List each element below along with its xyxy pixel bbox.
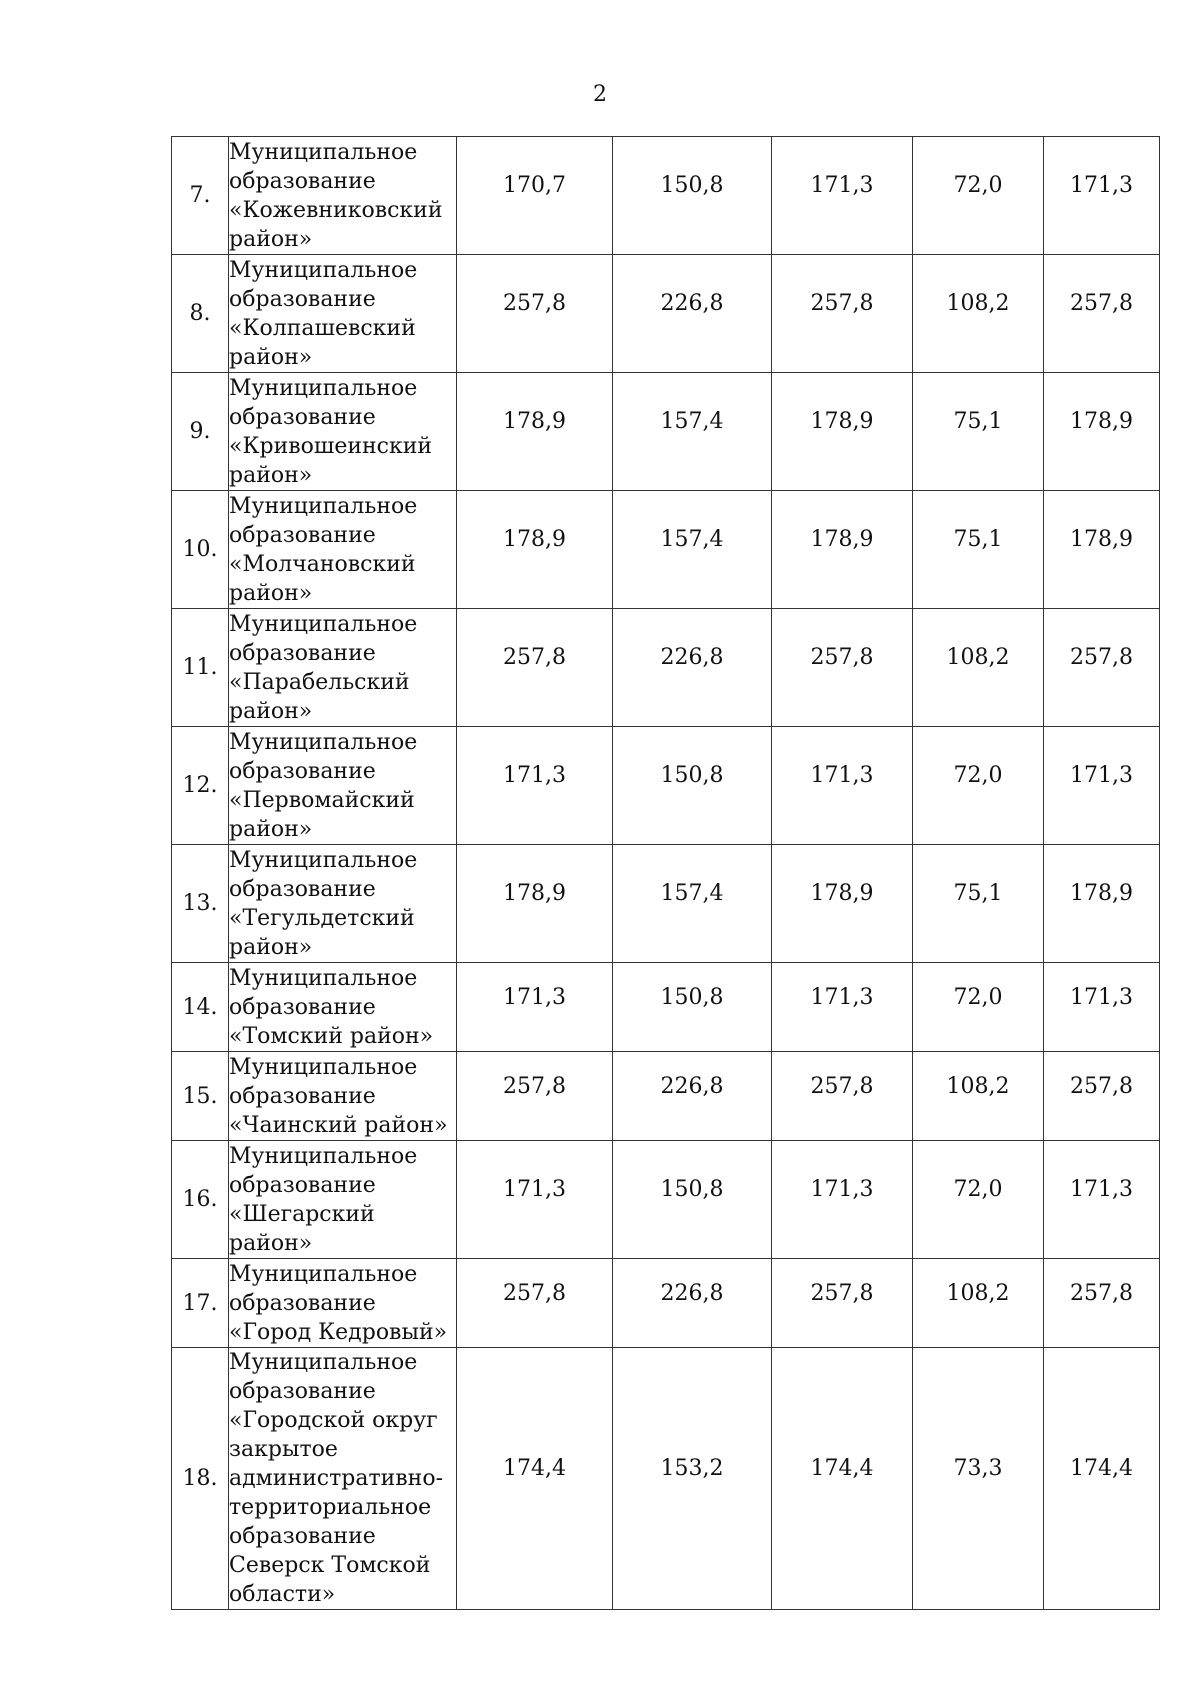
value-text: 171,3 [503, 984, 566, 1010]
table-row [172, 727, 1160, 845]
value-cell-col-1 [457, 1348, 613, 1610]
value-text: 171,3 [503, 1177, 566, 1202]
municipality-name-cell [229, 1141, 457, 1259]
municipality-name-line: район» [229, 226, 313, 252]
row-number-cell [172, 373, 229, 491]
municipality-name-cell [229, 491, 457, 609]
value-text: 257,8 [810, 1280, 874, 1306]
municipality-name-line: Муниципальное [229, 1261, 418, 1287]
municipality-name-line: «Чаинский район» [229, 1112, 448, 1138]
municipality-name-line: образование [229, 640, 376, 666]
value-cell-col-5 [1044, 609, 1160, 727]
value-text: 171,3 [503, 763, 566, 788]
value-text: 178,9 [1070, 409, 1133, 434]
table-row [172, 1141, 1160, 1259]
value-text: 174,4 [503, 1456, 566, 1481]
value-cell-col-2 [613, 963, 772, 1052]
table-row [172, 255, 1160, 373]
municipality-name-line: район» [229, 816, 313, 842]
value-text: 257,8 [503, 1073, 566, 1099]
value-text: 157,4 [660, 409, 724, 434]
municipality-name-line: «Тегульдетский [229, 905, 415, 931]
value-text: 257,8 [503, 291, 566, 316]
value-cell-col-4 [913, 609, 1044, 727]
municipality-name-line: Муниципальное [229, 729, 418, 755]
value-text: 157,4 [660, 881, 724, 906]
value-cell-col-2 [613, 1259, 772, 1348]
municipality-name-line: образование [229, 522, 376, 548]
value-text: 72,0 [953, 763, 1003, 788]
municipality-name-line: «Город Кедровый» [229, 1319, 448, 1345]
municipality-name-line: образование [229, 404, 376, 430]
value-cell-col-2 [613, 491, 772, 609]
value-text: 72,0 [953, 173, 1003, 198]
value-text: 257,8 [810, 291, 874, 316]
value-cell-col-5 [1044, 963, 1160, 1052]
value-cell-col-4 [913, 1259, 1044, 1348]
table-row [172, 1259, 1160, 1348]
municipality-name-line: район» [229, 344, 313, 370]
value-cell-col-1 [457, 727, 613, 845]
value-cell-col-5 [1044, 727, 1160, 845]
table-row [172, 1348, 1160, 1610]
value-cell-col-4 [913, 727, 1044, 845]
value-cell-col-1 [457, 1259, 613, 1348]
row-number: 8. [189, 301, 211, 326]
municipality-name-line: образование [229, 758, 376, 784]
value-cell-col-1 [457, 137, 613, 255]
municipality-name-line: образование [229, 876, 376, 902]
municipality-name-line: район» [229, 934, 313, 960]
value-cell-col-4 [913, 373, 1044, 491]
value-cell-col-5 [1044, 491, 1160, 609]
value-cell-col-5 [1044, 373, 1160, 491]
municipality-name-line: «Городской округ [229, 1408, 438, 1433]
municipality-name-line: «Первомайский [229, 787, 415, 813]
value-cell-col-3 [772, 373, 913, 491]
municipality-name-cell [229, 1259, 457, 1348]
value-cell-col-3 [772, 845, 913, 963]
table-row [172, 137, 1160, 255]
value-text: 178,9 [810, 527, 874, 552]
value-text: 178,9 [810, 409, 874, 434]
table-row [172, 609, 1160, 727]
value-text: 150,8 [660, 1177, 724, 1202]
value-cell-col-1 [457, 1141, 613, 1259]
municipality-name-line: Муниципальное [229, 257, 418, 283]
value-text: 174,4 [810, 1456, 874, 1481]
row-number: 10. [182, 537, 218, 562]
value-text: 108,2 [946, 645, 1010, 670]
value-text: 178,9 [503, 527, 566, 552]
row-number: 17. [182, 1290, 218, 1316]
municipality-name-line: закрытое [229, 1437, 338, 1462]
value-cell-col-4 [913, 1141, 1044, 1259]
value-cell-col-2 [613, 373, 772, 491]
value-text: 108,2 [946, 291, 1010, 316]
value-text: 171,3 [810, 763, 874, 788]
value-cell-col-3 [772, 963, 913, 1052]
value-cell-col-5 [1044, 1052, 1160, 1141]
value-cell-col-1 [457, 845, 613, 963]
value-text: 226,8 [660, 1280, 724, 1306]
row-number-cell [172, 845, 229, 963]
row-number-cell [172, 609, 229, 727]
table-body [172, 137, 1160, 1610]
value-cell-col-4 [913, 255, 1044, 373]
municipality-name-line: Муниципальное [229, 375, 418, 401]
value-cell-col-2 [613, 255, 772, 373]
municipality-name-cell [229, 963, 457, 1052]
value-text: 178,9 [810, 881, 874, 906]
municipality-name-line: Северск Томской [229, 1553, 431, 1578]
municipality-name-line: район» [229, 580, 313, 606]
value-text: 150,8 [660, 763, 724, 788]
value-text: 108,2 [946, 1280, 1010, 1306]
municipality-name-line: образование [229, 168, 376, 194]
value-text: 171,3 [810, 1177, 874, 1202]
value-text: 153,2 [660, 1456, 724, 1481]
municipality-name-cell [229, 1348, 457, 1610]
municipality-name-line: Муниципальное [229, 493, 418, 519]
page-number: 2 [593, 82, 607, 107]
municipality-name-line: район» [229, 698, 313, 724]
municipality-name-line: образование [229, 1379, 376, 1404]
value-text: 170,7 [503, 173, 566, 198]
row-number: 13. [182, 891, 218, 916]
value-cell-col-2 [613, 1348, 772, 1610]
value-text: 171,3 [1070, 763, 1133, 788]
value-text: 73,3 [953, 1456, 1003, 1481]
table-row [172, 373, 1160, 491]
value-text: 150,8 [660, 984, 724, 1010]
municipality-name-line: «Колпашевский [229, 315, 416, 341]
row-number-cell [172, 1141, 229, 1259]
value-text: 171,3 [810, 984, 874, 1010]
value-cell-col-3 [772, 1348, 913, 1610]
value-cell-col-1 [457, 373, 613, 491]
municipality-name-line: области» [229, 1582, 336, 1607]
row-number: 12. [182, 773, 218, 798]
row-number-cell [172, 1348, 229, 1610]
value-text: 257,8 [1070, 1280, 1133, 1306]
municipality-name-line: Муниципальное [229, 611, 418, 637]
row-number-cell [172, 491, 229, 609]
value-cell-col-5 [1044, 137, 1160, 255]
municipality-name-line: «Кожевниковский [229, 197, 443, 223]
municipality-name-line: «Кривошеинский [229, 433, 433, 459]
row-number: 18. [182, 1466, 218, 1491]
municipality-name-line: образование [229, 994, 376, 1020]
municipality-name-line: образование [229, 1083, 376, 1109]
value-text: 226,8 [660, 1073, 724, 1099]
row-number-cell [172, 255, 229, 373]
value-cell-col-2 [613, 1141, 772, 1259]
municipality-name-line: «Парабельский [229, 669, 410, 695]
value-cell-col-4 [913, 963, 1044, 1052]
row-number-cell [172, 137, 229, 255]
value-text: 257,8 [1070, 291, 1133, 316]
municipality-name-cell [229, 727, 457, 845]
row-number-cell [172, 1259, 229, 1348]
municipality-name-line: образование [229, 286, 376, 312]
value-cell-col-3 [772, 609, 913, 727]
value-cell-col-2 [613, 727, 772, 845]
value-cell-col-3 [772, 1259, 913, 1348]
row-number: 9. [189, 419, 211, 444]
value-text: 174,4 [1070, 1456, 1133, 1481]
value-cell-col-4 [913, 137, 1044, 255]
allocation-table [171, 136, 1160, 1610]
row-number-cell [172, 727, 229, 845]
row-number: 11. [182, 655, 218, 680]
value-text: 257,8 [1070, 645, 1133, 670]
value-text: 75,1 [953, 409, 1003, 434]
row-number: 7. [189, 183, 211, 208]
municipality-name-line: «Молчановский [229, 551, 416, 577]
value-text: 171,3 [1070, 984, 1133, 1010]
municipality-name-cell [229, 845, 457, 963]
value-text: 178,9 [503, 881, 566, 906]
municipality-name-line: образование [229, 1172, 376, 1198]
value-text: 257,8 [810, 1073, 874, 1099]
value-text: 171,3 [1070, 1177, 1133, 1202]
municipality-name-line: район» [229, 462, 313, 488]
municipality-name-line: образование [229, 1290, 376, 1316]
value-cell-col-5 [1044, 1259, 1160, 1348]
municipality-name-line: «Шегарский [229, 1201, 375, 1227]
value-cell-col-1 [457, 1052, 613, 1141]
value-text: 226,8 [660, 291, 724, 316]
value-cell-col-3 [772, 1141, 913, 1259]
row-number: 15. [182, 1083, 218, 1109]
table-row [172, 491, 1160, 609]
municipality-name-line: Муниципальное [229, 965, 418, 991]
municipality-name-cell [229, 609, 457, 727]
value-cell-col-3 [772, 1052, 913, 1141]
value-text: 178,9 [503, 409, 566, 434]
value-cell-col-5 [1044, 845, 1160, 963]
value-cell-col-3 [772, 137, 913, 255]
value-cell-col-2 [613, 609, 772, 727]
municipality-name-line: «Томский район» [229, 1023, 434, 1049]
municipality-name-line: Муниципальное [229, 1143, 418, 1169]
row-number-cell [172, 1052, 229, 1141]
table-row [172, 845, 1160, 963]
value-text: 257,8 [503, 1280, 566, 1306]
municipality-name-cell [229, 255, 457, 373]
value-text: 171,3 [1070, 173, 1133, 198]
value-cell-col-3 [772, 727, 913, 845]
value-text: 75,1 [953, 527, 1003, 552]
value-text: 75,1 [953, 881, 1003, 906]
value-cell-col-4 [913, 1052, 1044, 1141]
value-text: 226,8 [660, 645, 724, 670]
value-cell-col-1 [457, 491, 613, 609]
municipality-name-cell [229, 1052, 457, 1141]
municipality-name-line: Муниципальное [229, 1350, 418, 1375]
municipality-name-line: Муниципальное [229, 139, 418, 165]
value-cell-col-2 [613, 845, 772, 963]
value-text: 72,0 [953, 984, 1003, 1010]
row-number: 14. [182, 994, 218, 1020]
value-text: 257,8 [1070, 1073, 1133, 1099]
row-number-cell [172, 963, 229, 1052]
value-cell-col-3 [772, 255, 913, 373]
value-cell-col-4 [913, 1348, 1044, 1610]
value-cell-col-4 [913, 491, 1044, 609]
value-text: 178,9 [1070, 527, 1133, 552]
municipality-name-line: административно- [229, 1466, 444, 1491]
table-row [172, 963, 1160, 1052]
municipality-name-cell [229, 373, 457, 491]
municipality-name-line: Муниципальное [229, 1054, 418, 1080]
value-cell-col-4 [913, 845, 1044, 963]
table-row [172, 1052, 1160, 1141]
row-number: 16. [182, 1187, 218, 1212]
value-cell-col-1 [457, 255, 613, 373]
value-cell-col-5 [1044, 1348, 1160, 1610]
municipality-name-cell [229, 137, 457, 255]
value-text: 257,8 [810, 645, 874, 670]
value-text: 150,8 [660, 173, 724, 198]
value-text: 178,9 [1070, 881, 1133, 906]
municipality-name-line: образование [229, 1524, 376, 1549]
municipality-name-line: территориальное [229, 1495, 432, 1520]
value-text: 108,2 [946, 1073, 1010, 1099]
value-text: 171,3 [810, 173, 874, 198]
value-cell-col-5 [1044, 255, 1160, 373]
value-text: 257,8 [503, 645, 566, 670]
municipality-name-line: район» [229, 1230, 313, 1256]
value-cell-col-2 [613, 1052, 772, 1141]
value-cell-col-1 [457, 609, 613, 727]
value-cell-col-2 [613, 137, 772, 255]
municipality-name-line: Муниципальное [229, 847, 418, 873]
value-cell-col-5 [1044, 1141, 1160, 1259]
value-cell-col-3 [772, 491, 913, 609]
value-text: 157,4 [660, 527, 724, 552]
value-text: 72,0 [953, 1177, 1003, 1202]
value-cell-col-1 [457, 963, 613, 1052]
